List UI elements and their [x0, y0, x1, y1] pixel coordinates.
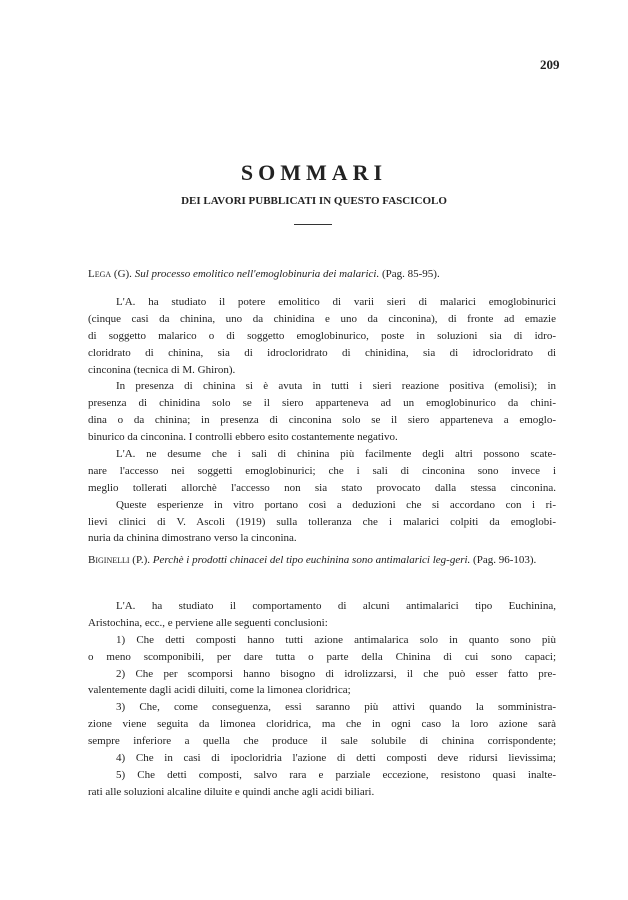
article-author: Lega (G). [88, 268, 132, 280]
abstract-line: L'A. ha studiato il comportamento di alcuni antimalarici tipo Euchinina, [116, 600, 556, 612]
article-reference [88, 552, 556, 568]
abstract-line: binurico da cinconina. I controlli ebbero esito costantemente negativo. [88, 431, 398, 444]
abstract-line: Aristochina, ecc., e perviene alle seguenti conclusioni: [88, 616, 328, 629]
abstract-line: cloridrato di chinina, sia di idrocloridrato di chinidina, sia di idrocloridrato di [88, 346, 556, 359]
abstract-line: o meno scomponibili, per dare tutta o parte della Chinina di cui sono capaci; [88, 650, 556, 663]
article-title: Sul processo emolitico nell'emoglobinuria dei malarici. [134, 268, 380, 280]
abstract-line: L'A. ha studiato il potere emolitico di varii sieri di malarici emoglobinurici [116, 296, 556, 308]
article-abstract [88, 294, 556, 547]
abstract-line: sempre inferiore a quella che produce il sale solubile di chinina corrispondente; [88, 735, 556, 748]
abstract-line: di soggetto malarico o di soggetto emoglobinurico, poste in soluzioni sia di idro- [88, 329, 556, 342]
abstract-line: valentemente dagli acidi diluiti, come la limonea cloridrica; [88, 684, 351, 697]
article-title: Perchè i prodotti chinacei del tipo euchinina sono antimalarici leg-geri. [152, 554, 471, 566]
abstract-line: 3) Che, come conseguenza, essi saranno più attivi quando la somministra- [116, 701, 556, 714]
page-number: 209 [540, 57, 560, 72]
abstract-line: 1) Che detti composti hanno tutti azione antimalarica solo in quanto sono più [116, 633, 556, 646]
abstract-line: 2) Che per scomporsi hanno bisogno di idrolizzarsi, il che può esser fatto pre- [116, 667, 556, 680]
abstract-line: meglio tollerati allorchè l'accesso non sia stato provocato dalla stessa cinconina. [88, 481, 556, 494]
abstract-line: 5) Che detti composti, salvo rara e parziale eccezione, resistono quasi inalte- [116, 768, 556, 781]
abstract-line: nare l'accesso nei soggetti emoglobinurici; che i sali di cinconina sono invece i [88, 464, 556, 477]
page-title: SOMMARI [240, 160, 388, 185]
title-divider [294, 224, 332, 225]
abstract-line: (cinque casi da chinina, uno da chinidina e uno da cinconina), di fronte ad emazie [88, 312, 556, 325]
abstract-line: lievi clinici di V. Ascoli (1919) sulla tolleranza che i malarici colpiti da emoglobi- [88, 515, 556, 528]
abstract-line: In presenza di chinina si è avuta in tutti i sieri reazione positiva (emolisi); in [116, 380, 556, 393]
abstract-line: Queste esperienze in vitro portano così a deduzioni che si accordano con i ri- [116, 498, 556, 511]
article-reference [88, 266, 556, 282]
article-abstract [88, 598, 556, 801]
abstract-line: cinconina (tecnica di M. Ghiron). [88, 363, 236, 376]
article-pages: (Pag. 85-95). [381, 268, 440, 280]
abstract-line: zione viene seguita da limonea cloridrica, ma che in ogni caso la loro azione sarà [88, 718, 556, 731]
article-author: Biginelli (P.). [88, 554, 151, 566]
abstract-line: presenza di chinidina solo se il siero apparteneva ad un emoglobinurico da chini- [88, 397, 556, 410]
abstract-line: 4) Che in casi di ipocloridria l'azione di detti composti deve ridursi lievissima; [116, 752, 556, 765]
abstract-line: dina o da chinina; in presenza di cinconina solo se il siero apparteneva a emoglo- [88, 414, 556, 427]
abstract-line: rati alle soluzioni alcaline diluite e quindi anche agli acidi biliari. [88, 785, 375, 798]
article-pages: (Pag. 96-103). [473, 554, 537, 566]
abstract-line: L'A. ne desume che i sali di chinina più facilmente degli altri possono scate- [116, 448, 556, 461]
abstract-line: nuria da chinina dimostrano verso la cinconina. [88, 532, 297, 545]
page-subtitle: DEI LAVORI PUBBLICATI IN QUESTO FASCICOLO [181, 195, 447, 207]
